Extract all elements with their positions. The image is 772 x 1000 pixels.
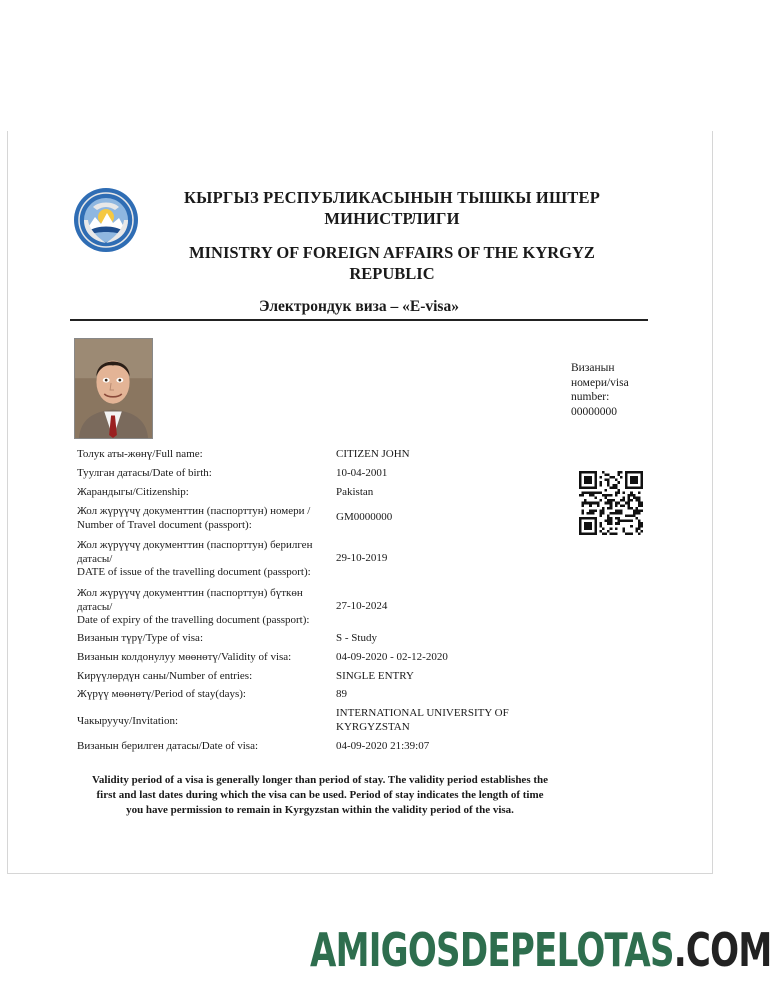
visa-validity-value: 04-09-2020 - 02-12-2020: [336, 651, 448, 663]
number-of-entries-label: Кирүүлөрдүн саны/Number of entries:: [77, 670, 253, 682]
date-of-birth-label: Туулган датасы/Date of birth:: [77, 467, 212, 479]
invitation-value: [336, 707, 556, 734]
visa-number-value: 00000000: [571, 405, 617, 418]
ministry-title-kyrgyz-line2: МИНИСТРЛИГИ: [324, 209, 460, 228]
watermark-main: AMIGOSDEPELOTAS: [310, 923, 674, 977]
visa-number-label-line3: number:: [571, 391, 610, 403]
site-watermark: [310, 918, 772, 982]
period-of-stay-label: Жүрүү мөөнөтү/Period of stay(days):: [77, 688, 246, 700]
header-divider: [70, 319, 648, 321]
passport-issue-date-label: [77, 539, 327, 580]
passport-number-label-line2: Number of Travel document (passport):: [77, 518, 252, 531]
validity-note-line3: you have permission to remain in Kyrgyzstan within the validity period of the visa.: [126, 804, 514, 816]
date-of-birth-value: 10-04-2001: [336, 467, 388, 479]
number-of-entries-value: SINGLE ENTRY: [336, 670, 414, 682]
visa-validity-label: Визанын колдонулуу мөөнөтү/Validity of visa:: [77, 651, 292, 663]
citizenship-label: Жарандыгы/Citizenship:: [77, 486, 189, 498]
period-of-stay-value: 89: [336, 688, 347, 700]
applicant-photo: [74, 338, 153, 439]
watermark-tld: .COM: [673, 923, 772, 977]
visa-number-label-line2: номери/visa: [571, 376, 629, 389]
passport-issue-date-value: 29-10-2019: [336, 552, 388, 564]
visa-type-label: Визанын түрү/Type of visa:: [77, 632, 204, 644]
passport-expiry-date-label-line2: датасы/: [77, 600, 113, 613]
invitation-value-line2: KYRGYZSTAN: [336, 720, 410, 733]
passport-expiry-date-value: 27-10-2024: [336, 600, 388, 612]
ministry-title-english-line2: REPUBLIC: [349, 264, 435, 283]
qr-code: [579, 471, 643, 535]
visa-type-value: S - Study: [336, 632, 377, 644]
invitation-label: Чакыруучу/Invitation:: [77, 715, 179, 727]
visa-number-label-line1: Визанын: [571, 362, 615, 374]
date-of-visa-value: 04-09-2020 21:39:07: [336, 740, 430, 752]
date-of-visa-label: Визанын берилген датасы/Date of visa:: [77, 740, 259, 752]
validity-note-line1: Validity period of a visa is generally longer than period of stay. The validity period establishes the: [91, 774, 549, 786]
ministry-title-english: [150, 242, 634, 284]
citizenship-value: Pakistan: [336, 486, 374, 498]
kyrgyz-state-emblem-icon: [73, 187, 139, 253]
full-name-value: CITIZEN JOHN: [336, 448, 410, 460]
full-name-label: Толук аты-жөнү/Full name:: [77, 448, 203, 460]
passport-number-label: [77, 505, 327, 532]
passport-expiry-date-label-line1: Жол жүрүүчү документтин (паспорттун) бүткөн: [77, 587, 303, 599]
validity-note-line2: first and last dates during which the visa can be used. Period of stay indicates the length of time: [96, 789, 544, 801]
passport-number-label-line1: Жол жүрүүчү документтин (паспорттун) номери /: [77, 505, 311, 517]
invitation-value-line1: INTERNATIONAL UNIVERSITY OF: [336, 707, 509, 719]
document-title: Электрондук виза – «E-visa»: [259, 298, 459, 315]
ministry-title-kyrgyz: [150, 187, 634, 229]
passport-issue-date-label-line3: DATE of issue of the travelling document (passport):: [77, 566, 311, 578]
passport-issue-date-label-line1: Жол жүрүүчү документтин (паспорттун) берилген: [77, 539, 313, 551]
ministry-title-english-line1: MINISTRY OF FOREIGN AFFAIRS OF THE KYRGYZ: [189, 243, 595, 262]
passport-number-value: GM0000000: [336, 511, 393, 523]
visa-number-block: [571, 361, 651, 419]
passport-expiry-date-label-line3: Date of expiry of the travelling document (passport):: [77, 614, 310, 626]
passport-expiry-date-label: [77, 587, 327, 628]
ministry-title-kyrgyz-line1: КЫРГЫЗ РЕСПУБЛИКАСЫНЫН ТЫШКЫ ИШТЕР: [184, 188, 600, 207]
validity-note: [74, 773, 566, 818]
passport-issue-date-label-line2: датасы/: [77, 552, 113, 565]
